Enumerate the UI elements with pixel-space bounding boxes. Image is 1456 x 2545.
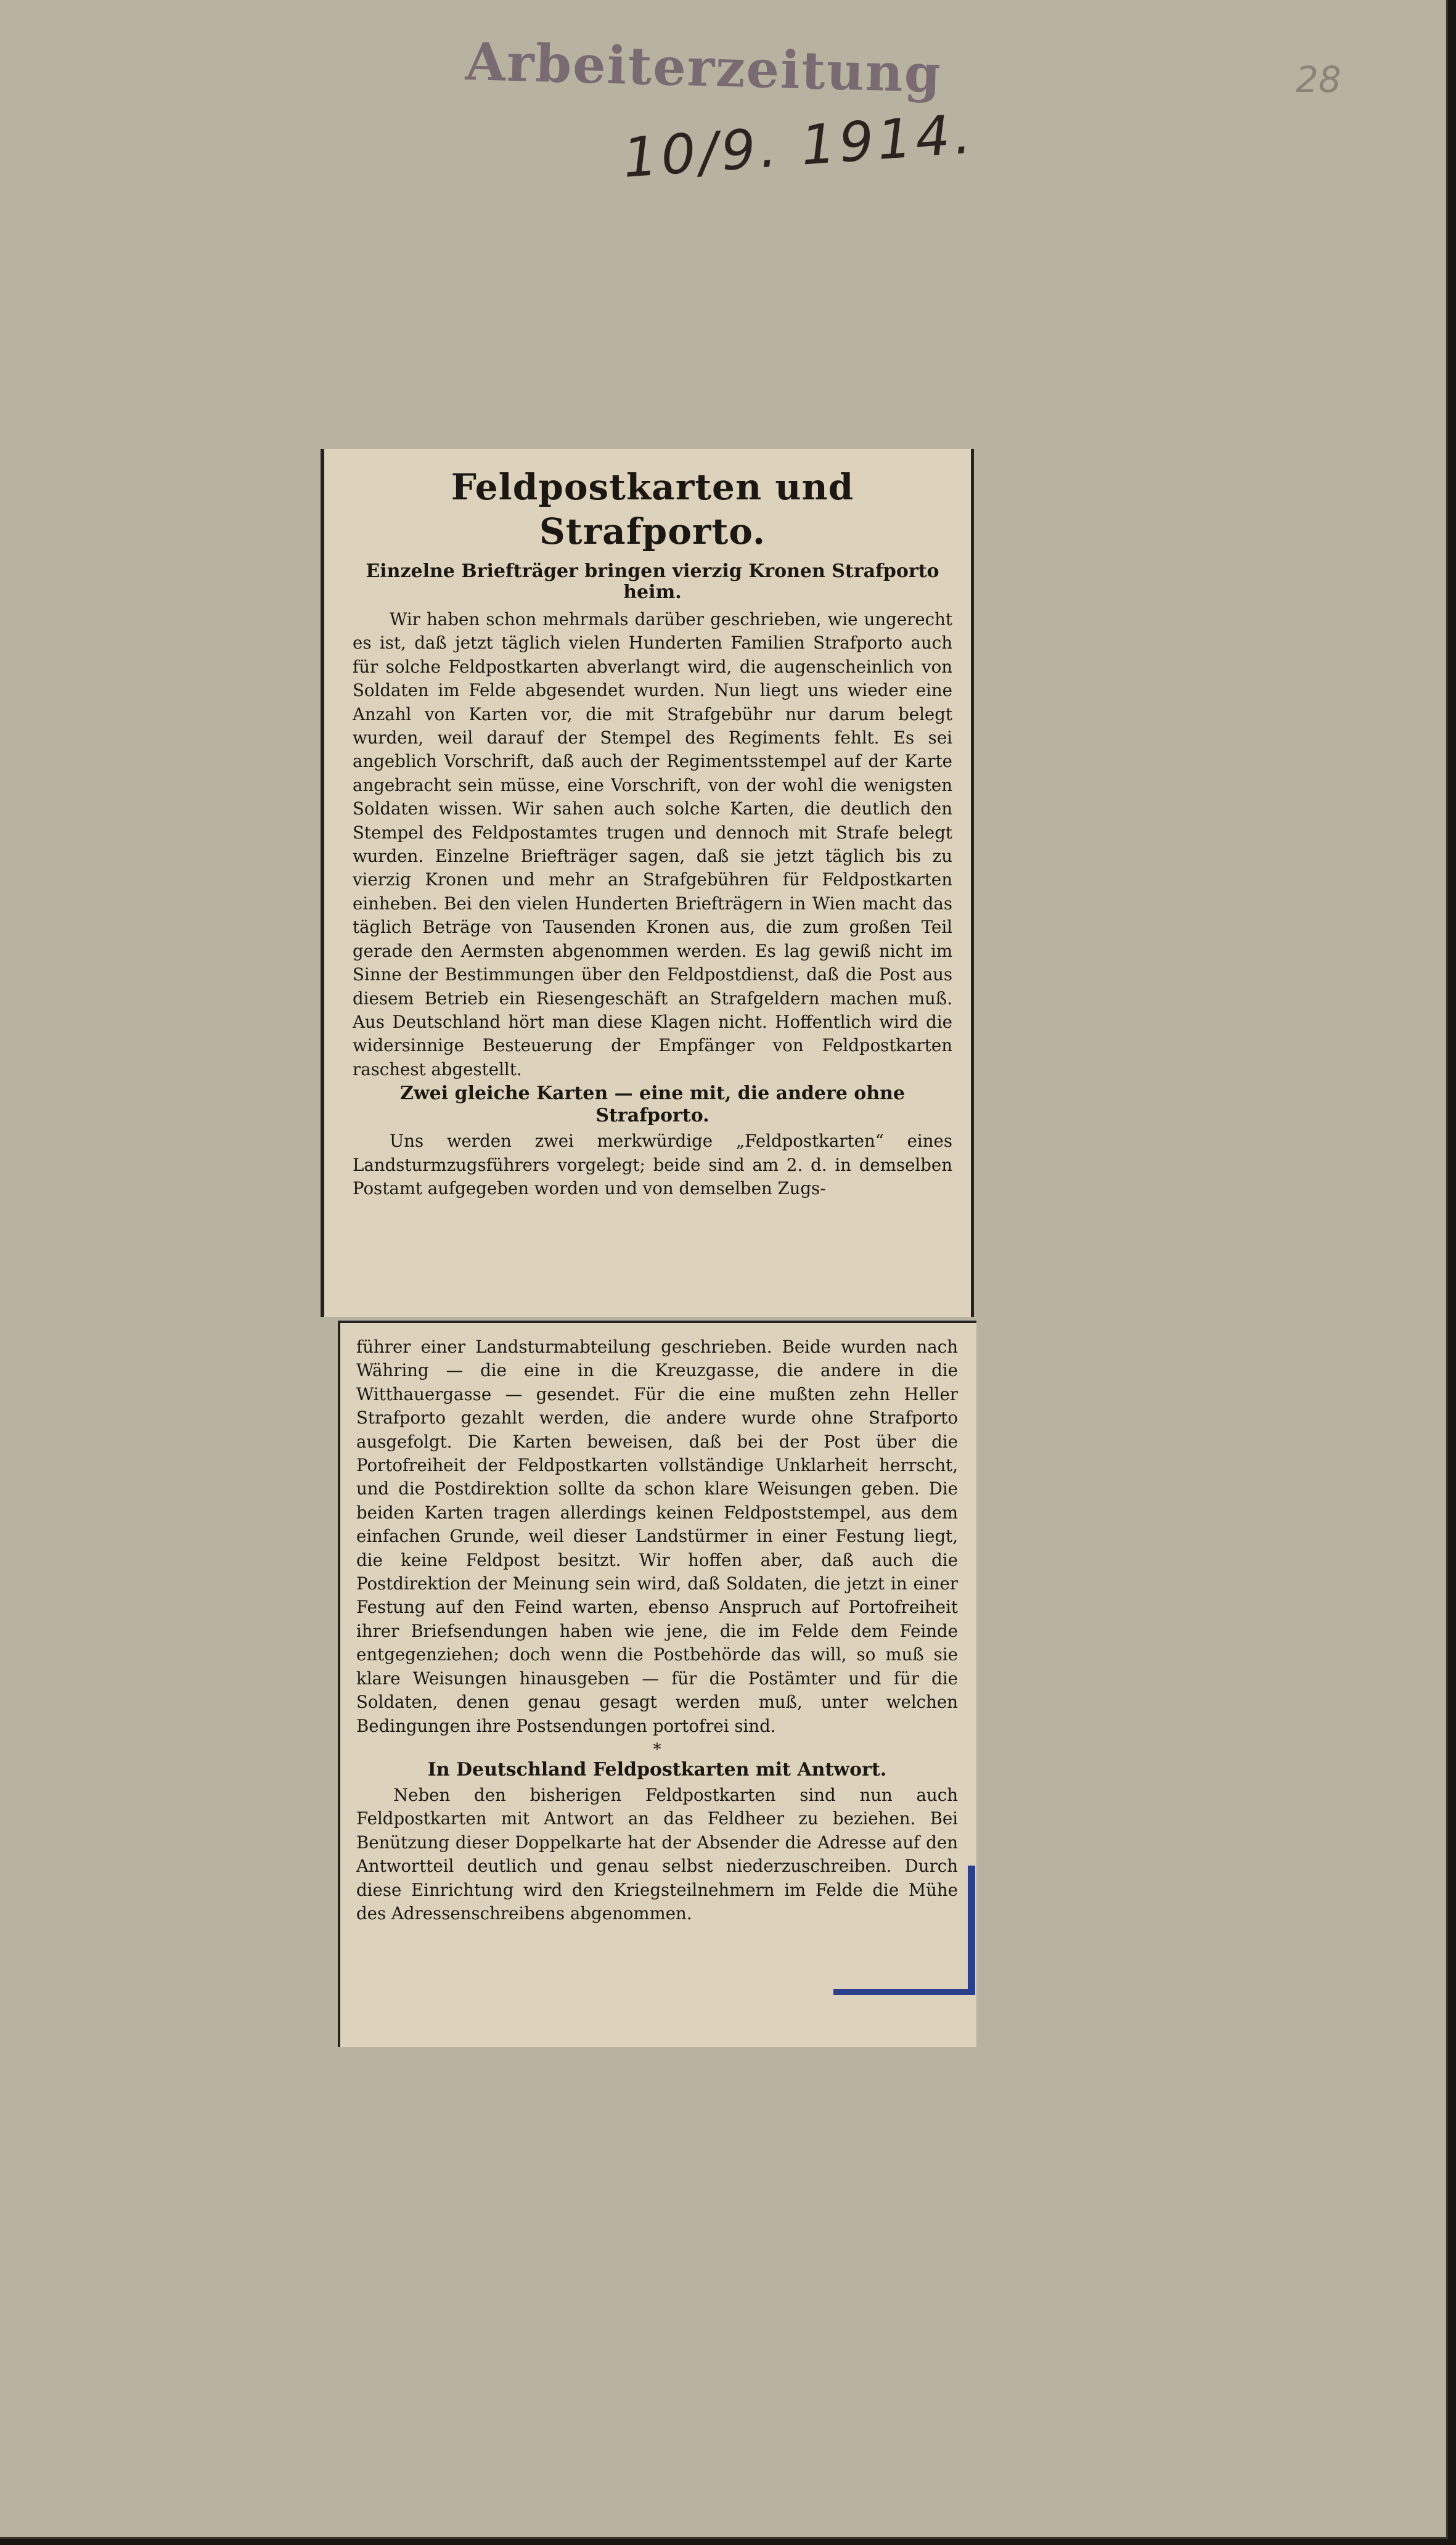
section-heading-3: In Deutschland Feldpostkarten mit Antwort.	[427, 1758, 887, 1781]
article-body-3	[356, 1335, 958, 1738]
blue-crayon-mark-vertical	[968, 1866, 975, 1989]
section-heading-2: Zwei gleiche Karten — eine mit, die andere ohne Strafporto.	[399, 1083, 906, 1127]
clipping-part-2	[338, 1321, 976, 2047]
paragraph-2-continued: führer einer Landsturmabteilung geschrieben. Beide wurden nach Währing — die eine in die Kreuzgasse, die andere in die Witthauergasse — gesendet. Für die eine mußten zehn Heller Strafporto gezahlt werden, die andere wurde ohne Strafporto ausgefolgt. Die Karten beweisen, daß bei der Post über die Portofreiheit der Feldpostkarten vollständige Unklarheit herrscht, und die Postdirektion sollte da schon klare Weisungen geben. Die beiden Karten tragen allerdings keinen Feldpoststempel, aus dem einfachen Grunde, weil dieser Landstürmer in einer Festung liegt, die keine Feldpost besitzt. Wir hoffen aber, daß auch die Postdirektion der Meinung sein wird, daß Soldaten, die jetzt in einer Festung auf den Feind warten, ebenso Anspruch auf Portofreiheit ihrer Briefsendungen haben wie jene, die im Felde dem Feinde entgegenziehen; doch wenn die Postbehörde das will, so muß sie klare Weisungen hinausgeben — für die Postämter und für die Soldaten, denen genau gesagt werden muß, unter welchen Bedingungen ihre Postsendungen portofrei sind.	[356, 1337, 958, 1736]
article-body-2	[353, 1129, 952, 1200]
blue-crayon-mark-horizontal	[833, 1989, 975, 1995]
paragraph-2-start: Uns werden zwei merkwürdige „Feldpostkarten“ eines Landsturmzugsführers vorgelegt; beide sind am 2. d. in demselben Postamt aufgegeben worden und von demselben Zugs-	[353, 1131, 952, 1199]
article-body-1	[353, 608, 952, 1081]
newspaper-stamp: Arbeiterzeitung	[464, 30, 943, 105]
article-body-4	[356, 1784, 958, 1925]
article-headline: Feldpostkarten und Strafporto.	[451, 466, 854, 552]
clipping-part-1	[321, 449, 974, 1317]
page-number: 28	[1296, 59, 1341, 100]
handwritten-date: 10/9. 1914.	[621, 102, 977, 190]
article-subhead: Einzelne Briefträger bringen vierzig Kronen Strafporto heim.	[366, 560, 939, 603]
paragraph-1: Wir haben schon mehrmals darüber geschrieben, wie ungerecht es ist, daß jetzt täglich vielen Hunderten Familien Strafporto auch für solche Feldpostkarten abverlangt wird, die augenscheinlich von Soldaten im Felde abgesendet wurden. Nun liegt uns wieder eine Anzahl von Karten vor, die mit Strafgebühr nur darum belegt wurden, weil darauf der Stempel des Regiments fehlt. Es sei angeblich Vorschrift, daß auch der Regimentsstempel auf der Karte angebracht sein müsse, eine Vorschrift, von der wohl die wenigsten Soldaten wissen. Wir sahen auch solche Karten, die deutlich den Stempel des Feldpostamtes trugen und dennoch mit Strafe belegt wurden. Einzelne Briefträger sagen, daß sie jetzt täglich bis zu vierzig Kronen und mehr an Strafgebühren für Feldpostkarten einheben. Bei den vielen Hunderten Briefträgern in Wien macht das täglich Beträge von Tausenden Kronen aus, die zum großen Teil gerade den Aermsten abgenommen werden. Es lag gewiß nicht im Sinne der Bestimmungen über den Feldpostdienst, daß die Post aus diesem Betrieb ein Riesengeschäft an Strafgeldern machen muß. Aus Deutschland hört man diese Klagen nicht. Hoffentlich wird die widersinnige Besteuerung der Empfänger von Feldpostkarten raschest abgestellt.	[353, 609, 952, 1080]
separator-asterisk: *	[653, 1740, 661, 1759]
paragraph-3: Neben den bisherigen Feldpostkarten sind nun auch Feldpostkarten mit Antwort an das Feldheer zu beziehen. Bei Benützung dieser Doppelkarte hat der Absender die Adresse auf den Antwortteil deutlich und genau selbst niederzuschreiben. Durch diese Einrichtung wird den Kriegsteilnehmern im Felde die Mühe des Adressenschreibens abgenommen.	[356, 1784, 958, 1924]
